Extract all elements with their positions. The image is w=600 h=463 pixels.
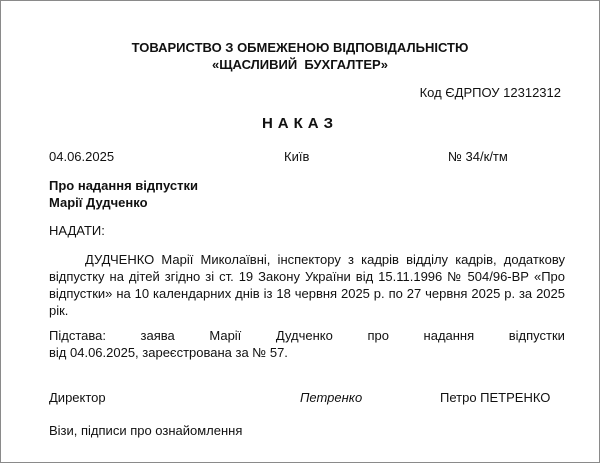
order-word: НАДАТИ:	[49, 223, 105, 238]
edrpou-code: Код ЄДРПОУ 12312312	[419, 85, 561, 100]
basis-word: Підстава:	[49, 328, 106, 343]
organization-line-2: «ЩАСЛИВИЙ БУХГАЛТЕР»	[212, 57, 388, 72]
subject-line-1: Про надання відпустки	[49, 178, 199, 193]
document-title: НАКАЗ	[261, 115, 339, 132]
basis-word: заява	[140, 328, 175, 343]
order-date: 04.06.2025	[49, 149, 115, 164]
basis-word: відпустки	[508, 328, 565, 343]
order-body-text: ДУДЧЕНКО Марії Миколаївні, інспектору з кадрів відділу кадрів, додаткову відпустку на дітей згідно зі ст. 19 Закону України від 15.11.1996 № 504/96-ВР «Про відпустки» на 10 календарних днів із 18 червня 2025 р. по 27 червня 2025 р. за 2025 рік.	[49, 252, 565, 318]
signatory-name: Петро ПЕТРЕНКО	[440, 390, 551, 405]
basis-word: надання	[423, 328, 475, 343]
basis-word: про	[367, 328, 389, 343]
order-number: № 34/к/тм	[448, 149, 508, 164]
signatory-position: Директор	[49, 390, 106, 405]
basis-line-2: від 04.06.2025, зареєстрована за № 57.	[49, 345, 288, 360]
order-subject	[49, 177, 198, 211]
signature: Петренко	[300, 390, 363, 405]
order-city: Київ	[284, 149, 310, 164]
basis-word: Марії	[209, 328, 242, 343]
basis-line-1	[49, 327, 565, 344]
visas-note: Візи, підписи про ознайомлення	[49, 423, 243, 438]
organization-name	[1, 39, 599, 73]
basis-word: Дудченко	[275, 328, 333, 343]
organization-line-1: ТОВАРИСТВО З ОБМЕЖЕНОЮ ВІДПОВІДАЛЬНІСТЮ	[131, 40, 469, 55]
basis-paragraph	[49, 327, 565, 361]
subject-line-2: Марії Дудченко	[49, 195, 148, 210]
